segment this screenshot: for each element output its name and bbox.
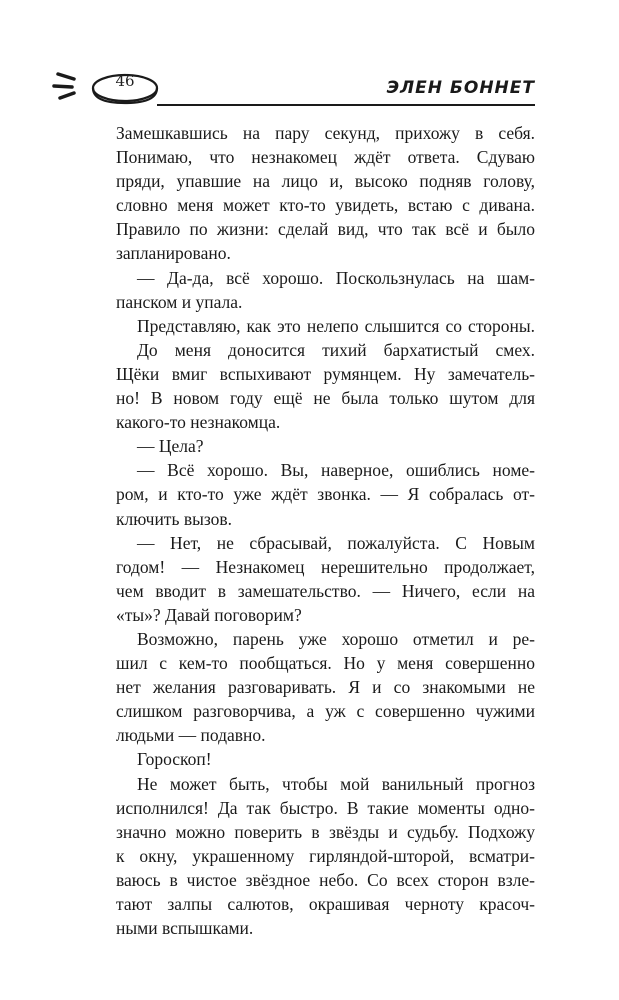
- text-line: «ты»? Давай поговорим?: [116, 604, 302, 625]
- text-line: пряди, упавшие на лицо и, высоко подняв голову,: [116, 171, 535, 192]
- text-line: годом! — Незнакомец нерешительно продолжает,: [116, 556, 535, 577]
- text-line: запланировано.: [116, 243, 231, 264]
- running-head-author: ЭЛЕН БОННЕТ: [386, 78, 535, 98]
- text-line: Не может быть, чтобы мой ванильный прогноз: [137, 773, 535, 794]
- text-line: панском и упала.: [116, 291, 243, 312]
- text-line: тают залпы салютов, окрашивая черноту красоч-: [116, 894, 535, 914]
- text-line: Понимаю, что незнакомец ждёт ответа. Сдуваю: [116, 147, 535, 168]
- text-line: к окну, украшенному гирляндой-шторой, всматри-: [116, 845, 535, 866]
- text-line: — Всё хорошо. Вы, наверное, ошиблись номе-: [137, 460, 535, 481]
- text-line: шил с кем-то пообщаться. Но у меня совершенно: [116, 653, 535, 674]
- text-line: — Цела?: [137, 436, 204, 457]
- text-line: людьми — подавно.: [116, 725, 266, 746]
- text-line: какого-то незнакомца.: [116, 412, 281, 433]
- header-divider: [157, 104, 535, 106]
- text-line: Замешкавшись на пару секунд, прихожу в себя.: [116, 123, 535, 143]
- page-number: 46: [115, 72, 135, 90]
- text-line: нет желания разговаривать. Я и со знакомыми не: [116, 677, 535, 698]
- body-text: [116, 121, 535, 940]
- text-line: значно можно поверить в звёзды и судьбу. Подхожу: [116, 821, 535, 842]
- text-line: Правило по жизни: сделай вид, что так всё и было: [116, 219, 535, 240]
- text-line: Представляю, как это нелепо слышится со стороны.: [137, 315, 535, 336]
- text-line: ром, и кто-то уже ждёт звонка. — Я собралась от-: [116, 484, 535, 505]
- page-header: [0, 0, 619, 120]
- text-line: До меня доносится тихий бархатистый смех.: [137, 339, 535, 360]
- text-line: Щёки вмиг вспыхивают румянцем. Ну замечатель-: [116, 363, 535, 384]
- text-line: чем вводит в замешательство. — Ничего, если на: [116, 580, 535, 601]
- text-line: — Да-да, всё хорошо. Поскользнулась на шам-: [137, 267, 535, 288]
- text-line: — Нет, не сбрасывай, пожалуйста. С Новым: [137, 532, 535, 553]
- text-line: ключить вызов.: [116, 508, 233, 529]
- text-line: Гороскоп!: [137, 749, 212, 770]
- text-line: слишком разговорчива, а уж с совершенно чужими: [116, 701, 535, 722]
- text-line: ными вспышками.: [116, 918, 254, 939]
- text-line: словно меня может кто-то увидеть, встаю с дивана.: [116, 195, 535, 216]
- text-line: но! В новом году ещё не была только шутом для: [116, 388, 535, 409]
- text-line: исполнился! Да так быстро. В такие моменты одно-: [116, 797, 535, 818]
- text-line: ваюсь в чистое звёздное небо. Со всех сторон взле-: [116, 869, 535, 890]
- text-line: Возможно, парень уже хорошо отметил и ре-: [137, 628, 535, 649]
